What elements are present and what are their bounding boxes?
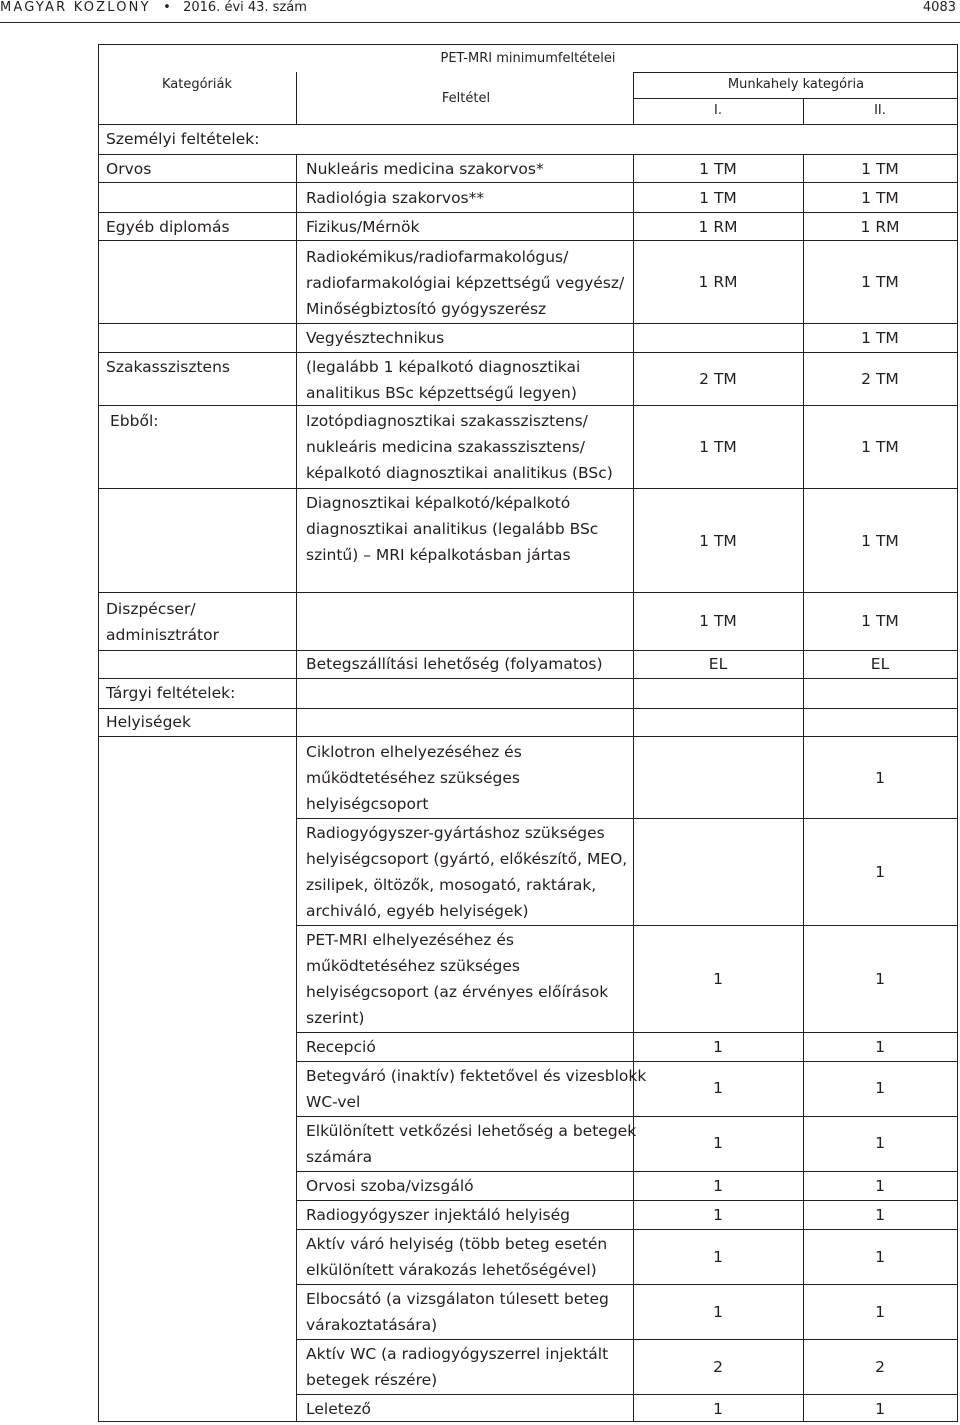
room-value-ii: 1 [875,1177,885,1195]
grid-line [98,212,958,213]
grid-line [296,1200,958,1201]
row-condition: Vegyésztechnikus [306,329,445,347]
room-value-ii: 1 [875,970,885,988]
row-value-i: 1 TM [699,612,737,630]
room-condition: Aktív váró helyiség (több beteg esetén elkülönített várakozás lehetőségével) [306,1235,608,1279]
grid-line [98,352,958,353]
room-value-ii: 1 [875,1134,885,1152]
row-value-i: 2 TM [699,370,737,388]
room-condition: Elbocsátó (a vizsgálaton túlesett beteg várakoztatására) [306,1290,609,1334]
grid-line [633,98,958,99]
room-value-i: 2 [713,1358,723,1376]
room-value-ii: 1 [875,1038,885,1056]
row-value-ii: 1 TM [861,273,899,291]
grid-line [98,736,958,737]
journal-header [0,0,307,15]
grid-line [296,1171,958,1172]
header-category-ii: II. [874,103,886,118]
page-number: 4083 [922,0,956,15]
room-condition: Orvosi szoba/vizsgáló [306,1177,474,1195]
grid-line [296,154,297,592]
grid-line [803,592,804,1422]
room-condition: Ciklotron elhelyezéséhez és működtetéséhez szükséges helyiségcsoport [306,743,522,813]
section-rooms: Helyiségek [106,713,191,731]
row-category: Diszpécser/ adminisztrátor [106,600,219,644]
grid-line [98,488,958,489]
header-categories: Kategóriák [161,77,233,92]
header-rule [0,22,960,23]
header-separator: • [163,0,171,15]
room-value-ii: 2 [875,1358,885,1376]
grid-line [98,154,958,155]
row-value-ii: 1 TM [861,612,899,630]
grid-line [296,818,958,819]
grid-line [98,240,958,241]
room-value-ii: 1 [875,1248,885,1266]
header-category-i: I. [714,103,722,118]
row-condition: Betegszállítási lehetőség (folyamatos) [306,655,603,673]
row-value-i: 1 RM [698,218,738,236]
grid-line [296,1284,958,1285]
grid-line [98,708,958,709]
room-condition: Betegváró (inaktív) fektetővel és vizesblokk WC-vel [306,1067,647,1111]
grid-line [296,1229,958,1230]
row-condition: Fizikus/Mérnök [306,218,420,236]
room-value-i: 1 [713,1248,723,1266]
room-value-ii: 1 [875,1303,885,1321]
room-value-ii: 1 [875,769,885,787]
grid-line [633,592,634,1422]
row-category: Orvos [106,160,152,178]
room-value-ii: 1 [875,1206,885,1224]
grid-line [296,1339,958,1340]
row-value-ii: EL [870,655,890,673]
row-value-ii: 1 TM [861,189,899,207]
room-value-ii: 1 [875,863,885,881]
section-personal: Személyi feltételek: [106,130,260,148]
grid-line [803,98,804,124]
grid-line [296,1032,958,1033]
header-condition: Feltétel [441,91,491,106]
room-value-i: 1 [713,1038,723,1056]
row-condition: Radiokémikus/radiofarmakológus/ radiofarmakológiai képzettségű vegyész/ Minőségbiztosító gyógyszerész [306,248,625,318]
room-value-ii: 1 [875,1079,885,1097]
row-value-i: 1 TM [699,189,737,207]
room-value-i: 1 [713,1303,723,1321]
room-value-ii: 1 [875,1400,885,1418]
row-value-i: 1 TM [699,160,737,178]
room-condition: Recepció [306,1038,376,1056]
row-category: Ebből: [110,412,159,430]
room-condition: Elkülönített vetkőzési lehetőség a betegek számára [306,1122,637,1166]
room-value-i: 1 [713,1177,723,1195]
grid-line [296,72,297,124]
room-condition: Radiogyógyszer-gyártáshoz szükséges helyiségcsoport (gyártó, előkészítő, MEO, zsilipek, öltözők, mosogató, raktárak, archiváló, egyéb helyiségek) [306,824,628,920]
grid-line [296,925,958,926]
grid-line [296,1116,958,1117]
room-condition: Radiogyógyszer injektáló helyiség [306,1206,570,1224]
row-condition: (legalább 1 képalkotó diagnosztikai analitikus BSc képzettségű legyen) [306,358,581,402]
page-header [0,0,960,20]
issue-number: 2016. évi 43. szám [183,0,307,15]
room-value-i: 1 [713,1400,723,1418]
grid-line [296,1394,958,1395]
row-value-i: 1 TM [699,438,737,456]
row-value-ii: 1 TM [861,160,899,178]
table-title: PET-MRI minimumfeltételei [440,51,616,66]
room-condition: Leletező [306,1400,371,1418]
room-value-i: 1 [713,1134,723,1152]
row-value-ii: 1 TM [861,532,899,550]
row-value-ii: 1 RM [860,218,900,236]
grid-line [98,323,958,324]
row-condition: Radiológia szakorvos** [306,189,485,207]
journal-title: MAGYAR KÖZLÖNY [0,0,151,15]
grid-line [98,592,958,593]
grid-line [633,72,958,73]
row-condition: Diagnosztikai képalkotó/képalkotó diagnosztikai analitikus (legalább BSc szintű) – MRI képalkotásban jártas [306,494,599,564]
room-value-i: 1 [713,970,723,988]
grid-line [296,592,297,1422]
grid-line [98,182,958,183]
room-value-i: 1 [713,1206,723,1224]
grid-line [98,678,958,679]
room-condition: Aktív WC (a radiogyógyszerrel injektált betegek részére) [306,1345,609,1389]
grid-line [633,154,634,592]
room-condition: PET-MRI elhelyezéséhez és működtetéséhez szükséges helyiségcsoport (az érvényes előírások szerint) [306,931,609,1027]
row-value-ii: 2 TM [861,370,899,388]
grid-line [633,72,634,124]
row-value-ii: 1 TM [861,329,899,347]
grid-line [98,124,958,125]
row-condition: Izotópdiagnosztikai szakasszisztens/ nukleáris medicina szakasszisztens/ képalkotó diagnosztikai analitikus (BSc) [306,412,613,482]
row-value-i: 1 TM [699,532,737,550]
row-value-ii: 1 TM [861,438,899,456]
section-material: Tárgyi feltételek: [106,684,236,702]
row-condition: Nukleáris medicina szakorvos* [306,160,544,178]
row-value-i: EL [708,655,728,673]
header-workplace-category: Munkahely kategória [727,77,865,92]
row-category: Egyéb diplomás [106,218,230,236]
row-category: Szakasszisztens [106,358,230,376]
room-value-i: 1 [713,1079,723,1097]
row-value-i: 1 RM [698,273,738,291]
grid-line [296,1061,958,1062]
grid-line [803,154,804,592]
